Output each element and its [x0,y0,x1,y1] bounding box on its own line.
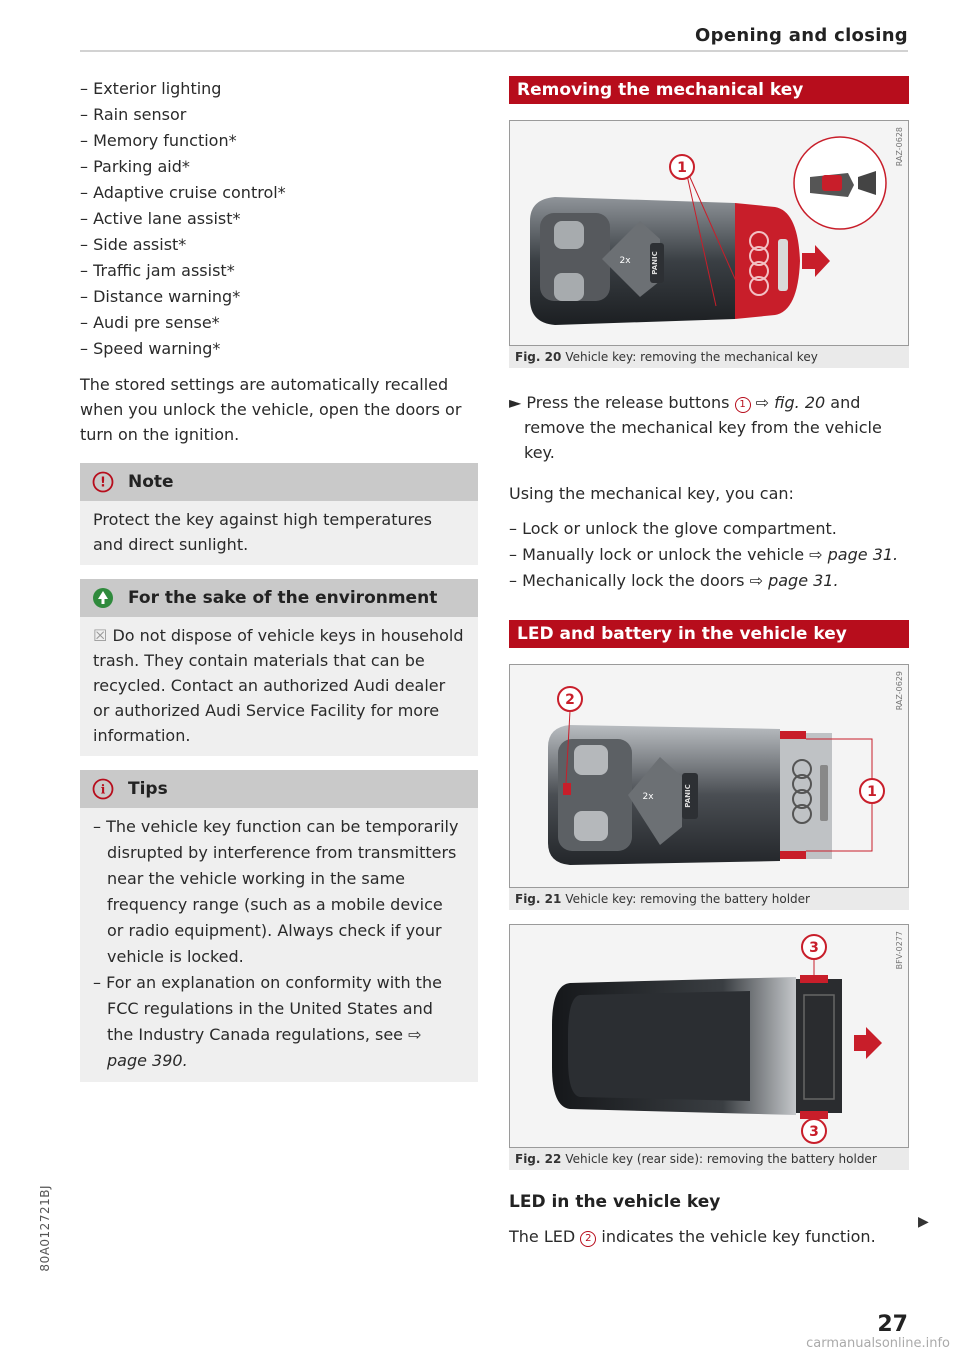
led-heading: LED in the vehicle key [509,1192,721,1212]
tips-header [80,770,478,808]
list-item: – Mechanically lock the doors ⇨ page 31. [509,571,839,590]
environment-text: Do not dispose of vehicle keys in household trash. They contain materials that can be recycled. Contact an authorized Audi dealer or authorized Audi Service Facility for more information. [93,626,464,745]
callout-3-label: 3 [809,940,819,956]
mult-label: 2x [619,256,631,266]
figure-21 [509,664,909,888]
arrow-right-icon [854,1027,882,1059]
callout-1-label: 1 [677,160,687,176]
lock-button [554,273,584,301]
figure-code: BFV-0277 [895,931,904,970]
tips-item: – The vehicle key function can be temporarily disrupted by interference from transmitters near the vehicle working in the same frequency range (such as a mobile device or radio equipment). Always check if your vehicle is locked. [93,817,459,966]
svg-text:!: ! [100,475,106,491]
arrow-right-icon [802,245,830,277]
info-icon [92,778,114,800]
section-heading-mechanical-key: Removing the mechanical key [509,76,909,104]
figure-21-caption: Fig. 21 Vehicle key: removing the battery holder [509,888,909,910]
left-column [80,76,478,1082]
list-item: – Parking aid* [80,157,190,176]
figure-20 [509,120,909,346]
watermark: carmanualsonline.info [806,1336,950,1351]
panic-label: PANIC [684,784,692,808]
right-column [509,76,909,1249]
caution-icon [92,471,114,493]
environment-title: For the sake of the environment [128,588,438,608]
note-header [80,463,478,501]
key-illustration [510,121,908,345]
page-number: 27 [877,1312,908,1337]
instruction-step: ► Press the release buttons 1 ⇨ fig. 20 and remove the mechanical key from the vehicle key. [509,393,882,462]
list-item: – Distance warning* [80,287,241,306]
tips-body [80,808,478,1082]
list-item: – Side assist* [80,235,187,254]
tree-icon [92,587,114,609]
document-code: 80A012721BJ [38,1185,52,1272]
key-rear-illustration [510,925,908,1147]
unlock-button [574,745,608,775]
figure-22 [509,924,909,1148]
page-reference[interactable]: ⇨ page 31. [809,545,899,564]
tips-list [93,814,464,1074]
led-indicator [563,783,571,795]
list-item: – Rain sensor [80,105,187,124]
section-heading-led-battery: LED and battery in the vehicle key [509,620,909,648]
key-illustration [510,665,908,887]
figure-code: RAZ-0628 [895,127,904,167]
tips-box [80,770,478,1082]
figure-22-caption: Fig. 22 Vehicle key (rear side): removing the battery holder [509,1148,909,1170]
lock-button [574,811,608,841]
trash-bin-icon: ☒ [93,626,108,645]
note-title: Note [128,472,174,492]
list-item: – Traffic jam assist* [80,261,235,280]
using-key-list [509,516,909,594]
recall-paragraph: The stored settings are automatically recalled when you unlock the vehicle, open the doors or turn on the ignition. [80,375,462,444]
environment-body [80,617,478,756]
battery-holder [796,979,842,1113]
list-item: – Adaptive cruise control* [80,183,286,202]
panic-label: PANIC [651,251,659,275]
led-paragraph: The LED 2 indicates the vehicle key function. [509,1227,876,1246]
list-item: – Audi pre sense* [80,313,220,332]
svg-text:i: i [100,782,106,797]
stored-settings-list [80,76,478,362]
list-item: – Active lane assist* [80,209,241,228]
unlock-button [554,221,584,249]
header-divider [80,50,908,52]
list-item: – Manually lock or unlock the vehicle ⇨ page 31. [509,545,899,564]
tips-title: Tips [128,779,168,799]
list-item: – Lock or unlock the glove compartment. [509,519,837,538]
list-item: – Speed warning* [80,339,221,358]
page-header-title: Opening and closing [695,25,908,46]
mult-label: 2x [642,792,654,802]
page-reference[interactable]: ⇨ page 31. [749,571,839,590]
key-blade-slot [778,239,788,291]
continue-arrow-icon: ▶ [918,1214,929,1230]
figure-20-caption: Fig. 20 Vehicle key: removing the mechanical key [509,346,909,368]
callout-2-label: 2 [565,692,575,708]
page-reference[interactable]: ⇨ page 390. [107,1025,422,1070]
callout-ref-2: 2 [580,1231,596,1247]
environment-header [80,579,478,617]
list-item: – Memory function* [80,131,237,150]
callout-ref-1: 1 [735,397,751,413]
list-item: – Exterior lighting [80,79,222,98]
tips-item: – For an explanation on conformity with the FCC regulations in the United States and the Industry Canada regulations, see ⇨ page 390. [93,973,442,1070]
figure-reference[interactable]: ⇨ fig. 20 [755,393,826,412]
note-box [80,463,478,565]
using-key-paragraph: Using the mechanical key, you can: [509,484,794,503]
environment-box [80,579,478,756]
note-body: Protect the key against high temperatures and direct sunlight. [93,510,433,554]
callout-1-label: 1 [867,784,877,800]
figure-code: RAZ-0629 [895,671,904,711]
callout-3-label: 3 [809,1124,819,1140]
step-marker: ► [509,393,522,412]
